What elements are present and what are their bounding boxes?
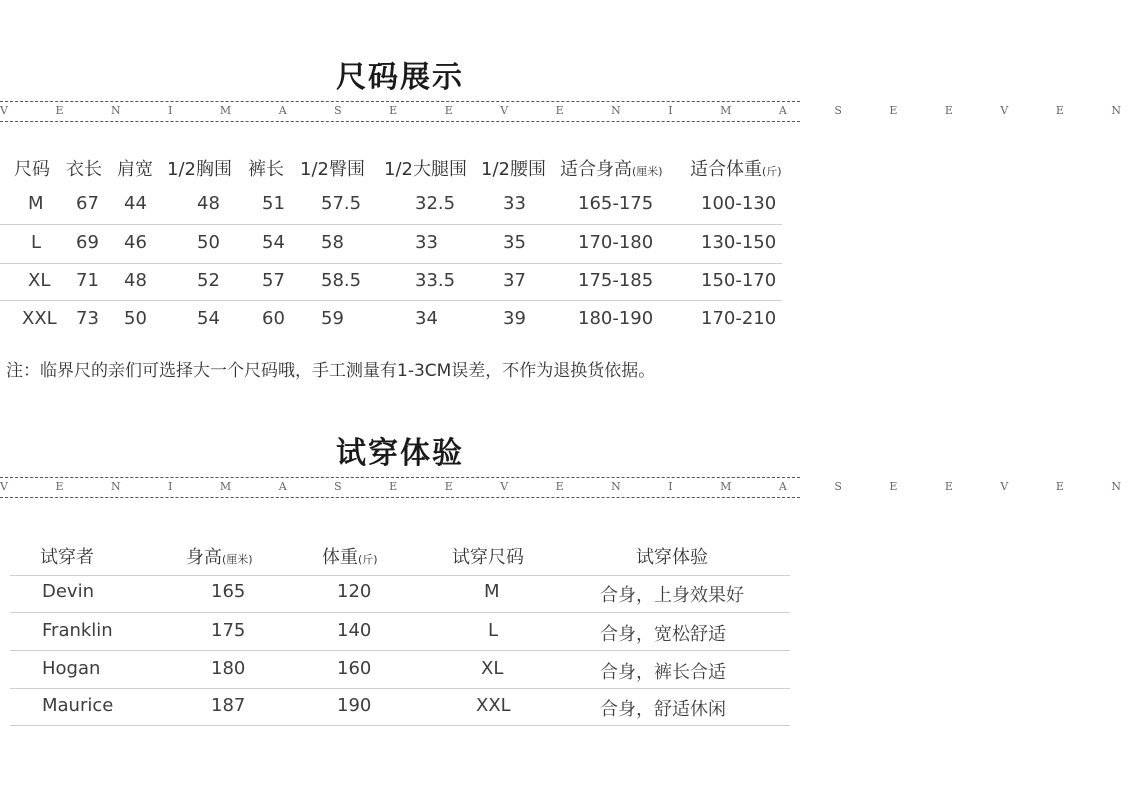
- cell-waist: 33: [503, 193, 526, 214]
- header-height-label: 适合身高: [560, 159, 632, 180]
- cell-weight: 100-130: [701, 193, 777, 214]
- cell-length: 69: [76, 232, 99, 253]
- header-experience: 试穿体验: [636, 547, 708, 568]
- header-pants-length: 裤长: [248, 159, 284, 180]
- cell-weight: 120: [337, 581, 372, 602]
- divider: [0, 101, 800, 102]
- cell-thigh: 34: [415, 308, 438, 329]
- cell-waist: 39: [503, 308, 526, 329]
- cell-weight: 160: [337, 658, 372, 679]
- row-divider: [10, 650, 790, 651]
- header-weight: [322, 543, 378, 569]
- cell-experience: 合身，宽松舒适: [600, 624, 726, 645]
- cell-pants-length: 51: [262, 193, 285, 214]
- cell-weight: 130-150: [701, 232, 777, 253]
- cell-thigh: 33.5: [415, 270, 456, 291]
- header-weight: [690, 155, 782, 181]
- cell-experience: 合身，上身效果好: [600, 585, 744, 606]
- row-divider: [10, 725, 790, 726]
- cell-chest: 48: [197, 193, 220, 214]
- cell-height: 165: [211, 581, 246, 602]
- brand-band: [0, 101, 1143, 123]
- header-weight-label: 适合体重: [690, 159, 762, 180]
- cell-try-size: M: [484, 581, 500, 602]
- row-divider: [10, 575, 790, 576]
- cell-chest: 50: [197, 232, 220, 253]
- cell-shoulder: 50: [124, 308, 147, 329]
- row-divider: [10, 612, 790, 613]
- brand-text: V E N I M A S E E V E N I M A S E E V E N: [0, 480, 1143, 493]
- cell-thigh: 32.5: [415, 193, 456, 214]
- cell-pants-length: 57: [262, 270, 285, 291]
- cell-hip: 59: [321, 308, 344, 329]
- cell-pants-length: 60: [262, 308, 285, 329]
- cell-thigh: 33: [415, 232, 438, 253]
- header-hip: 1/2臀围: [300, 159, 365, 180]
- cell-height: 180: [211, 658, 246, 679]
- header-weight-label: 体重: [322, 547, 358, 568]
- row-divider: [0, 300, 782, 301]
- cell-hip: 57.5: [321, 193, 362, 214]
- measurement-note: 注：临界尺的亲们可选择大一个尺码哦，手工测量有1-3CM误差，不作为退换货依据。: [6, 361, 656, 381]
- cell-tester: Devin: [42, 581, 94, 602]
- cell-size: XL: [28, 270, 51, 291]
- cell-hip: 58.5: [321, 270, 362, 291]
- brand-band: [0, 477, 1143, 499]
- cell-experience: 合身，裤长合适: [600, 662, 726, 683]
- header-weight-unit: (斤): [358, 553, 378, 566]
- cell-hip: 58: [321, 232, 344, 253]
- cell-size: L: [31, 232, 42, 253]
- cell-waist: 35: [503, 232, 526, 253]
- cell-weight: 170-210: [701, 308, 777, 329]
- row-divider: [0, 224, 782, 225]
- cell-weight: 140: [337, 620, 372, 641]
- cell-height: 170-180: [578, 232, 654, 253]
- cell-pants-length: 54: [262, 232, 285, 253]
- cell-weight: 150-170: [701, 270, 777, 291]
- cell-size: M: [28, 193, 44, 214]
- header-size: 尺码: [14, 159, 50, 180]
- header-tester: 试穿者: [40, 547, 94, 568]
- header-length: 衣长: [66, 159, 102, 180]
- cell-height: 165-175: [578, 193, 654, 214]
- header-height: [560, 155, 663, 181]
- cell-shoulder: 46: [124, 232, 147, 253]
- cell-waist: 37: [503, 270, 526, 291]
- divider: [0, 477, 800, 478]
- cell-length: 67: [76, 193, 99, 214]
- cell-size: XXL: [22, 308, 57, 329]
- header-shoulder: 肩宽: [117, 159, 153, 180]
- row-divider: [10, 688, 790, 689]
- cell-tester: Franklin: [42, 620, 113, 641]
- header-height-label: 身高: [186, 547, 222, 568]
- header-height-unit: (厘米): [222, 553, 253, 566]
- divider: [0, 497, 800, 498]
- cell-height: 187: [211, 695, 246, 716]
- cell-weight: 190: [337, 695, 372, 716]
- cell-try-size: XXL: [476, 695, 511, 716]
- cell-try-size: XL: [481, 658, 504, 679]
- row-divider: [0, 263, 782, 264]
- cell-tester: Hogan: [42, 658, 101, 679]
- cell-experience: 合身，舒适休闲: [600, 699, 726, 720]
- header-try-size: 试穿尺码: [452, 547, 524, 568]
- header-waist: 1/2腰围: [481, 159, 546, 180]
- cell-chest: 54: [197, 308, 220, 329]
- cell-length: 71: [76, 270, 99, 291]
- cell-shoulder: 44: [124, 193, 147, 214]
- header-weight-unit: (斤): [762, 165, 782, 178]
- divider: [0, 121, 800, 122]
- header-height-unit: (厘米): [632, 165, 663, 178]
- cell-height: 180-190: [578, 308, 654, 329]
- header-chest: 1/2胸围: [167, 159, 232, 180]
- cell-tester: Maurice: [42, 695, 114, 716]
- try-section-title: 试穿体验: [336, 436, 464, 471]
- cell-try-size: L: [488, 620, 499, 641]
- cell-length: 73: [76, 308, 99, 329]
- header-height: [186, 543, 253, 569]
- header-thigh: 1/2大腿围: [384, 159, 467, 180]
- cell-height: 175: [211, 620, 246, 641]
- cell-height: 175-185: [578, 270, 654, 291]
- cell-shoulder: 48: [124, 270, 147, 291]
- size-section-title: 尺码展示: [336, 60, 464, 95]
- cell-chest: 52: [197, 270, 220, 291]
- brand-text: V E N I M A S E E V E N I M A S E E V E N: [0, 104, 1143, 117]
